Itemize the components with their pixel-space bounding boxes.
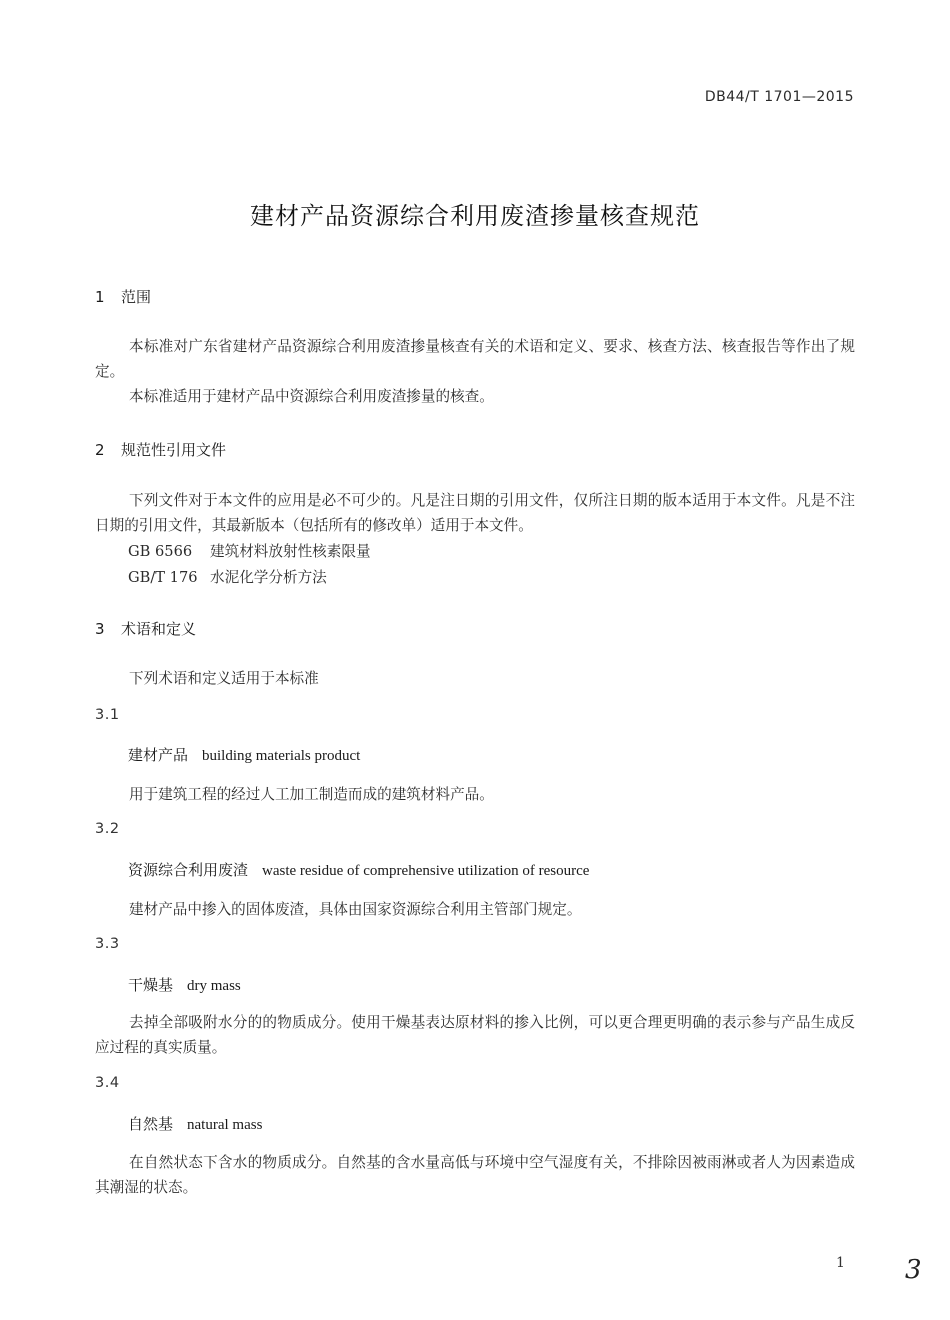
term-english: building materials product [202,748,361,764]
section-2-intro: 下列文件对于本文件的应用是必不可少的。凡是注日期的引用文件，仅所注日期的版本适用于本文件。凡是不注日期的引用文件，其最新版本（包括所有的修改单）适用于本文件。 [95,492,855,534]
reference-item [128,566,327,587]
term-chinese: 建材产品 [128,746,189,764]
term-entry [128,859,589,880]
clause-number: 3.2 [95,821,120,837]
term-definition-block [95,1150,855,1200]
section-3-title: 术语和定义 [121,620,197,638]
standard-code: DB44/T 1701—2015 [704,89,854,105]
term-definition: 建材产品中掺入的固体废渣，具体由国家资源综合利用主管部门规定。 [129,901,582,918]
clause-number: 3.4 [95,1075,120,1091]
term-entry [128,974,241,995]
reference-item [128,540,371,561]
corner-page-number: 3 [905,1255,922,1285]
section-1-title: 范围 [121,288,152,306]
section-2-heading [95,439,226,460]
section-1-paragraph: 本标准对广东省建材产品资源综合利用废渣掺量核查有关的术语和定义、要求、核查方法、核查报告等作出了规定。 [95,338,855,380]
term-chinese: 自然基 [128,1115,174,1133]
reference-title: 水泥化学分析方法 [210,569,327,586]
term-chinese: 资源综合利用废渣 [128,861,249,879]
reference-code: GB/T 176 [128,569,198,586]
term-entry [128,744,360,765]
section-2-body [95,488,855,538]
term-definition-block [95,1010,855,1060]
clause-number: 3.1 [95,707,120,723]
reference-title: 建筑材料放射性核素限量 [210,543,371,560]
section-2-number: 2 [95,441,105,459]
term-definition: 去掉全部吸附水分的的物质成分。使用干燥基表达原材料的掺入比例，可以更合理更明确的表示参与产品生成反应过程的真实质量。 [95,1014,855,1056]
term-english: natural mass [187,1117,263,1133]
term-definition: 在自然状态下含水的物质成分。自然基的含水量高低与环境中空气湿度有关，不排除因被雨淋或者人为因素造成其潮湿的状态。 [95,1154,855,1196]
term-chinese: 干燥基 [128,976,174,994]
section-1-paragraph: 本标准适用于建材产品中资源综合利用废渣掺量的核查。 [129,388,494,405]
reference-code: GB 6566 [128,543,193,560]
section-3-heading [95,618,196,639]
document-title: 建材产品资源综合利用废渣掺量核查规范 [250,202,700,230]
section-1-heading [95,286,151,307]
term-english: dry mass [187,978,241,994]
section-1-number: 1 [95,288,105,306]
clause-number: 3.3 [95,936,120,952]
section-1-body [95,334,855,409]
page-number: 1 [836,1255,845,1271]
term-definition: 用于建筑工程的经过人工加工制造而成的建筑材料产品。 [129,786,494,803]
section-3-number: 3 [95,620,105,638]
term-entry [128,1113,262,1134]
section-3-intro: 下列术语和定义适用于本标准 [129,670,319,687]
section-2-title: 规范性引用文件 [121,441,227,459]
term-english: waste residue of comprehensive utilization of resource [262,863,590,879]
